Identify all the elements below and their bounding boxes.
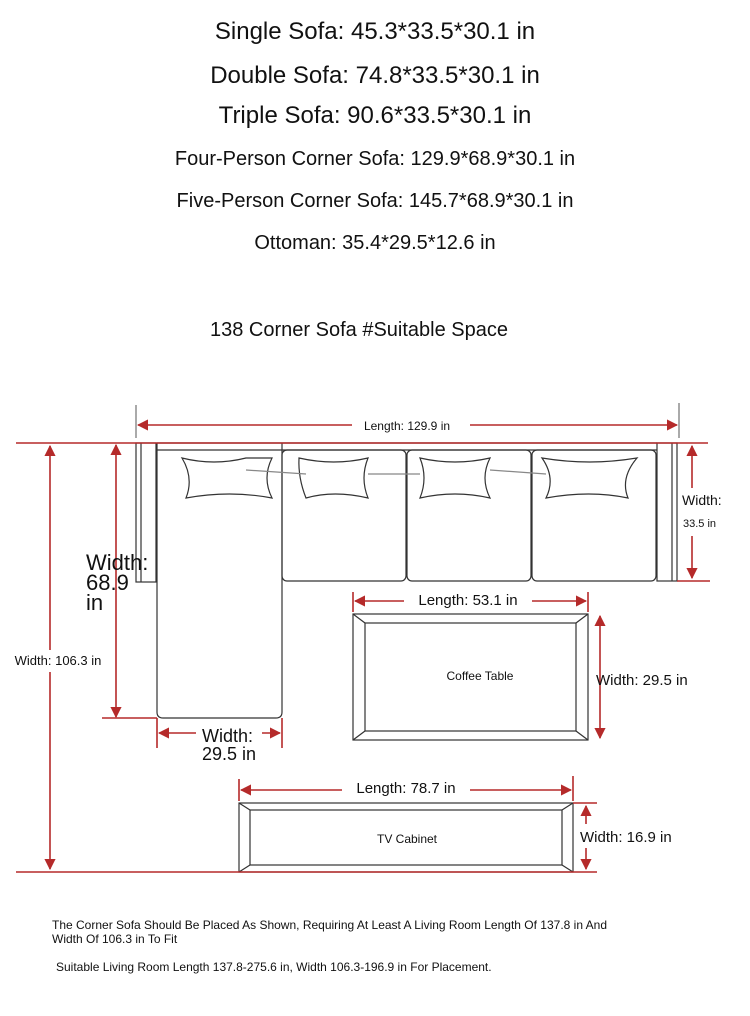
label-total-width: Width: 106.3 in xyxy=(14,653,102,668)
label-sofa-depth-2: 33.5 in xyxy=(683,518,717,530)
pillow-3 xyxy=(420,458,490,498)
label-chaise-depth-2: 29.5 in xyxy=(202,744,257,764)
sofa-seat-2 xyxy=(407,450,531,581)
sofa-right-arm xyxy=(657,443,677,581)
label-sofa-depth-1: Width: xyxy=(682,492,722,508)
suitable-room-note: Suitable Living Room Length 137.8-275.6 in, Width 106.3-196.9 in For Placement. xyxy=(56,960,492,974)
label-coffee-width: Width: 29.5 in xyxy=(596,672,688,689)
pillow-4 xyxy=(542,458,637,498)
spec-ottoman: Ottoman: 35.4*29.5*12.6 in xyxy=(254,232,496,254)
sofa-seat-3 xyxy=(532,450,656,581)
label-chaise-width-2: 68.9 xyxy=(86,570,129,595)
label-chaise-width-1: Width: xyxy=(86,550,149,575)
coffee-table-label: Coffee Table xyxy=(446,669,514,683)
label-chaise-width-3: in xyxy=(86,590,104,615)
section-title: 138 Corner Sofa #Suitable Space xyxy=(210,319,508,341)
pillow-1 xyxy=(182,458,272,498)
label-tv-width: Width: 16.9 in xyxy=(580,829,672,846)
spec-four-person-corner: Four-Person Corner Sofa: 129.9*68.9*30.1 in xyxy=(174,148,576,170)
label-sofa-length: Length: 129.9 in xyxy=(363,419,451,433)
spec-double-sofa: Double Sofa: 74.8*33.5*30.1 in xyxy=(210,62,540,89)
spec-five-person-corner: Five-Person Corner Sofa: 145.7*68.9*30.1 in xyxy=(176,190,574,212)
sofa-chaise xyxy=(157,443,282,718)
tv-cabinet-label: TV Cabinet xyxy=(376,832,438,846)
label-coffee-length: Length: 53.1 in xyxy=(418,592,518,609)
sofa-seat-1 xyxy=(282,450,406,581)
label-chaise-depth-1: Width: xyxy=(202,726,254,746)
placement-note-line-2: Width Of 106.3 in To Fit xyxy=(52,932,178,946)
pillow-2 xyxy=(299,458,368,498)
spec-triple-sofa: Triple Sofa: 90.6*33.5*30.1 in xyxy=(218,102,532,129)
label-tv-length: Length: 78.7 in xyxy=(356,780,456,797)
spec-single-sofa: Single Sofa: 45.3*33.5*30.1 in xyxy=(214,18,536,45)
placement-note-line-1: The Corner Sofa Should Be Placed As Shown, Requiring At Least A Living Room Length Of 137.8 in And xyxy=(52,918,608,932)
